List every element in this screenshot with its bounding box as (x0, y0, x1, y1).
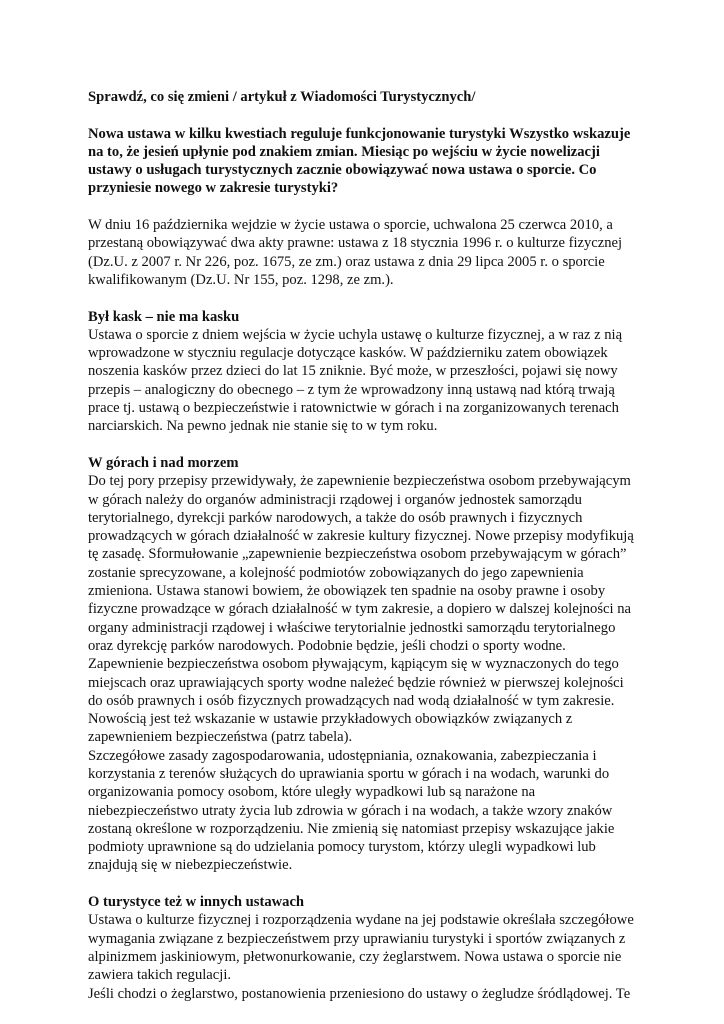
lead-paragraph: Nowa ustawa w kilku kwestiach reguluje funkcjonowanie turystyki Wszystko wskazuje na to, że jesień upłynie pod znakiem zmian. Miesiąc po wejściu w życie nowelizacji ustawy o usługach turystycznych zacznie obowiązywać nowa ustawa o sporcie. Co przyniesie nowego w zakresie turystyki? (88, 125, 631, 197)
section-paragraph: Ustawa o kulturze fizycznej i rozporządzenia wydane na jej podstawie określała szczegółowe wymagania związane z bezpieczeństwem przy uprawianiu turystyki i sportów związanych z alpinizmem jaskiniowym, płetwonurkowanie, czy żeglarstwem. Nowa ustawa o sporcie nie zawiera takich regulacji. (88, 912, 634, 984)
section-heading: W górach i nad morzem (88, 454, 239, 471)
section-paragraph: Zapewnienie bezpieczeństwa osobom pływającym, kąpiącym się w wyznaczonych do tego miejscach oraz uprawiających sporty wodne należeć będzie również w pierwszej kolejności do osób prawnych i osób fizycznych prowadzących nad wodą działalność w tym zakresie. Nowością jest też wskazanie w ustawie przykładowych obowiązków związanych z zapewnieniem bezpieczeństwa (patrz tabela). (88, 656, 624, 746)
spacer (88, 289, 636, 307)
spacer (88, 106, 636, 124)
section-paragraph: Szczegółowe zasady zagospodarowania, udostępniania, oznakowania, zabezpieczania i korzystania z terenów służących do uprawiania sportu w górach i na wodach, warunki do organizowania pomocy osobom, które uległy wypadkowi lub są narażone na niebezpieczeństwo utraty życia lub zdrowia w górach i na wodach, a także wzory znaków zostaną określone w rozporządzeniu. Nie zmienią się natomiast przepisy wskazujące jakie podmioty uprawnione są do udzielania pomocy turystom, którzy ulegli wypadkowi lub znajdują się w niebezpieczeństwie. (88, 747, 615, 874)
section-paragraph: Do tej pory przepisy przewidywały, że zapewnienie bezpieczeństwa osobom przebywającym w górach należy do organów administracji rządowej i organów jednostek samorządu terytorialnego, dyrekcji parków narodowych, a także do osób prawnych i fizycznych prowadzących w górach działalność w zakresie kultury fizycznej. Nowe przepisy modyfikują tę zasadę. Sformułowanie „zapewnienie bezpieczeństwa osobom przebywającym w górach” zostanie sprecyzowane, a kolejność podmiotów zobowiązanych do jego zapewnienia zmieniona. Ustawa stanowi bowiem, że obowiązek ten spadnie na osoby prawne i osoby fizyczne prowadzące w górach działalność w tym zakresie, a dopiero w dalszej kolejności na organy administracji rządowej i właściwe terytorialnie jednostki samorządu terytorialnego oraz dyrekcję parków narodowych. Podobnie będzie, jeśli chodzi o sporty wodne. (88, 473, 634, 654)
section-heading: O turystyce też w innych ustawach (88, 894, 305, 911)
spacer (88, 198, 636, 216)
section-kask (88, 308, 636, 436)
section-paragraph: Jeśli chodzi o żeglarstwo, postanowienia przeniesiono do ustawy o żegludze śródlądowej. Te (88, 985, 631, 1002)
intro-paragraph: W dniu 16 października wejdzie w życie ustawa o sporcie, uchwalona 25 czerwca 2010, a przestaną obowiązywać dwa akty prawne: ustawa z 18 stycznia 1996 r. o kulturze fizycznej (Dz.U. z 2007 r. Nr 226, poz. 1675, ze zm.) oraz ustawa z dnia 29 lipca 2005 r. o sporcie kwalifikowanym (Dz.U. Nr 155, poz. 1298, ze zm.). (88, 217, 623, 288)
spacer (88, 875, 636, 893)
section-paragraph: Ustawa o sporcie z dniem wejścia w życie uchyla ustawę o kulturze fizycznej, a w raz z nią wprowadzone w styczniu regulacje dotyczące kasków. W październiku zatem obowiązek noszenia kasków przez dzieci do lat 15 zniknie. Być może, w przeszłości, pojawi się nowy przepis – analogiczny do obecnego – z tym że wprowadzony inną ustawą nad którą trwają prace tj. ustawą o bezpieczeństwie i ratownictwie w górach i na zorganizowanych terenach narciarskich. Na pewno jednak nie stanie się to w tym roku. (88, 326, 623, 435)
document-title: Sprawdź, co się zmieni / artykuł z Wiadomości Turystycznych/ (88, 89, 476, 105)
section-gory (88, 454, 636, 875)
section-inne-ustawy (88, 893, 636, 1003)
document-page (88, 88, 636, 1003)
spacer (88, 436, 636, 454)
section-heading: Był kask – nie ma kasku (88, 308, 240, 325)
